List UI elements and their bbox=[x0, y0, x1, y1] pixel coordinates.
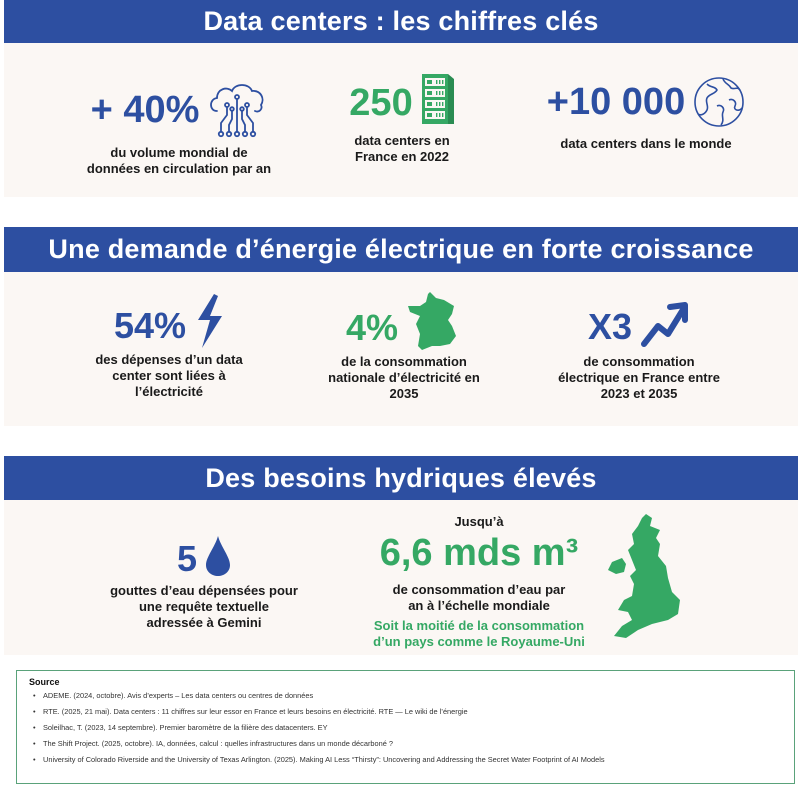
caption-line: du volume mondial de bbox=[110, 145, 248, 160]
stat-value: +10 000 bbox=[546, 81, 686, 123]
lightning-bolt-icon bbox=[194, 294, 224, 348]
source-item: • Soleilhac, T. (2023, 14 septembre). Premier baromètre de la filière des datacenters. EY bbox=[29, 723, 782, 732]
stat-value: 6,6 mds m³ bbox=[379, 532, 579, 574]
caption-line: de la consommation bbox=[341, 354, 467, 369]
stat-water-consumption bbox=[354, 514, 604, 650]
caption-line: an à l’échelle mondiale bbox=[408, 598, 550, 613]
caption-line: center sont liées à bbox=[112, 368, 226, 383]
sources-list bbox=[29, 691, 782, 764]
section-banner-energy bbox=[4, 227, 798, 272]
uk-map-icon bbox=[602, 512, 682, 642]
section-panel-water bbox=[4, 500, 798, 655]
caption-line: France en 2022 bbox=[355, 149, 449, 164]
trend-up-arrow-icon bbox=[640, 300, 690, 348]
stat-datacenters-world bbox=[526, 76, 766, 152]
caption-line: données en circulation par an bbox=[86, 161, 272, 176]
note-line: Soit la moitié de la consommation bbox=[373, 618, 585, 633]
section-banner-key-figures bbox=[4, 0, 798, 43]
caption-line: des dépenses d’un data bbox=[95, 352, 243, 367]
globe-icon bbox=[693, 76, 745, 128]
caption-line: l’électricité bbox=[135, 384, 203, 399]
stat-consumption-growth bbox=[544, 300, 734, 402]
stat-value: 250 bbox=[349, 82, 413, 124]
france-map-icon bbox=[406, 290, 462, 352]
note-line: d’un pays comme le Royaume-Uni bbox=[373, 634, 585, 649]
source-item: • University of Colorado Riverside and the University of Texas Arlington. (2025). Making AI Less “Thirsty”: Uncovering and Addressing the Secret Water Footprint of AI Models bbox=[29, 755, 782, 764]
caption-line: adressée à Gemini bbox=[146, 615, 262, 630]
stat-water-drops bbox=[94, 535, 314, 631]
server-rack-icon bbox=[421, 73, 455, 125]
stat-data-volume bbox=[64, 81, 294, 177]
source-item: • RTE. (2025, 21 mai). Data centers : 11 chiffres sur leur essor en France et leurs besoins en électricité. RTE — Le wiki de l’énergie bbox=[29, 707, 782, 716]
caption-line: data centers dans le monde bbox=[560, 136, 732, 151]
caption-line: 2023 et 2035 bbox=[600, 386, 678, 401]
stat-datacenters-france bbox=[322, 73, 482, 165]
stat-value: + 40% bbox=[90, 89, 200, 131]
stat-value: 54% bbox=[113, 305, 187, 346]
sources-title: Source bbox=[29, 677, 60, 687]
caption-line: 2035 bbox=[389, 386, 419, 401]
caption-line: nationale d’électricité en bbox=[328, 370, 480, 385]
caption-line: de consommation bbox=[583, 354, 695, 369]
section-panel-key-figures bbox=[4, 43, 798, 197]
section-title: Une demande d’énergie électrique en forte croissance bbox=[48, 234, 754, 264]
stat-electricity-share bbox=[84, 294, 254, 400]
stat-prefix: Jusqu’à bbox=[454, 514, 504, 529]
stat-national-consumption bbox=[304, 290, 504, 402]
sources-box bbox=[16, 670, 795, 784]
caption-line: électrique en France entre bbox=[558, 370, 720, 385]
stat-value: X3 bbox=[587, 306, 633, 347]
section-panel-energy bbox=[4, 272, 798, 426]
caption-line: de consommation d’eau par bbox=[392, 582, 566, 597]
section-title: Des besoins hydriques élevés bbox=[205, 462, 597, 493]
stat-value: 5 bbox=[176, 538, 198, 579]
caption-line: data centers en bbox=[354, 133, 450, 148]
cloud-circuit-icon bbox=[207, 81, 267, 139]
stat-value: 4% bbox=[345, 307, 399, 348]
section-title: Data centers : les chiffres clés bbox=[203, 6, 599, 36]
section-banner-water bbox=[4, 456, 798, 500]
caption-line: gouttes d’eau dépensées pour bbox=[110, 583, 298, 598]
source-item: • ADEME. (2024, octobre). Avis d’experts – Les data centers ou centres de données bbox=[29, 691, 782, 700]
water-drop-icon bbox=[205, 535, 231, 577]
source-item: • The Shift Project. (2025, octobre). IA, données, calcul : quelles infrastructures dans un monde décarboné ? bbox=[29, 739, 782, 748]
caption-line: une requête textuelle bbox=[138, 599, 270, 614]
